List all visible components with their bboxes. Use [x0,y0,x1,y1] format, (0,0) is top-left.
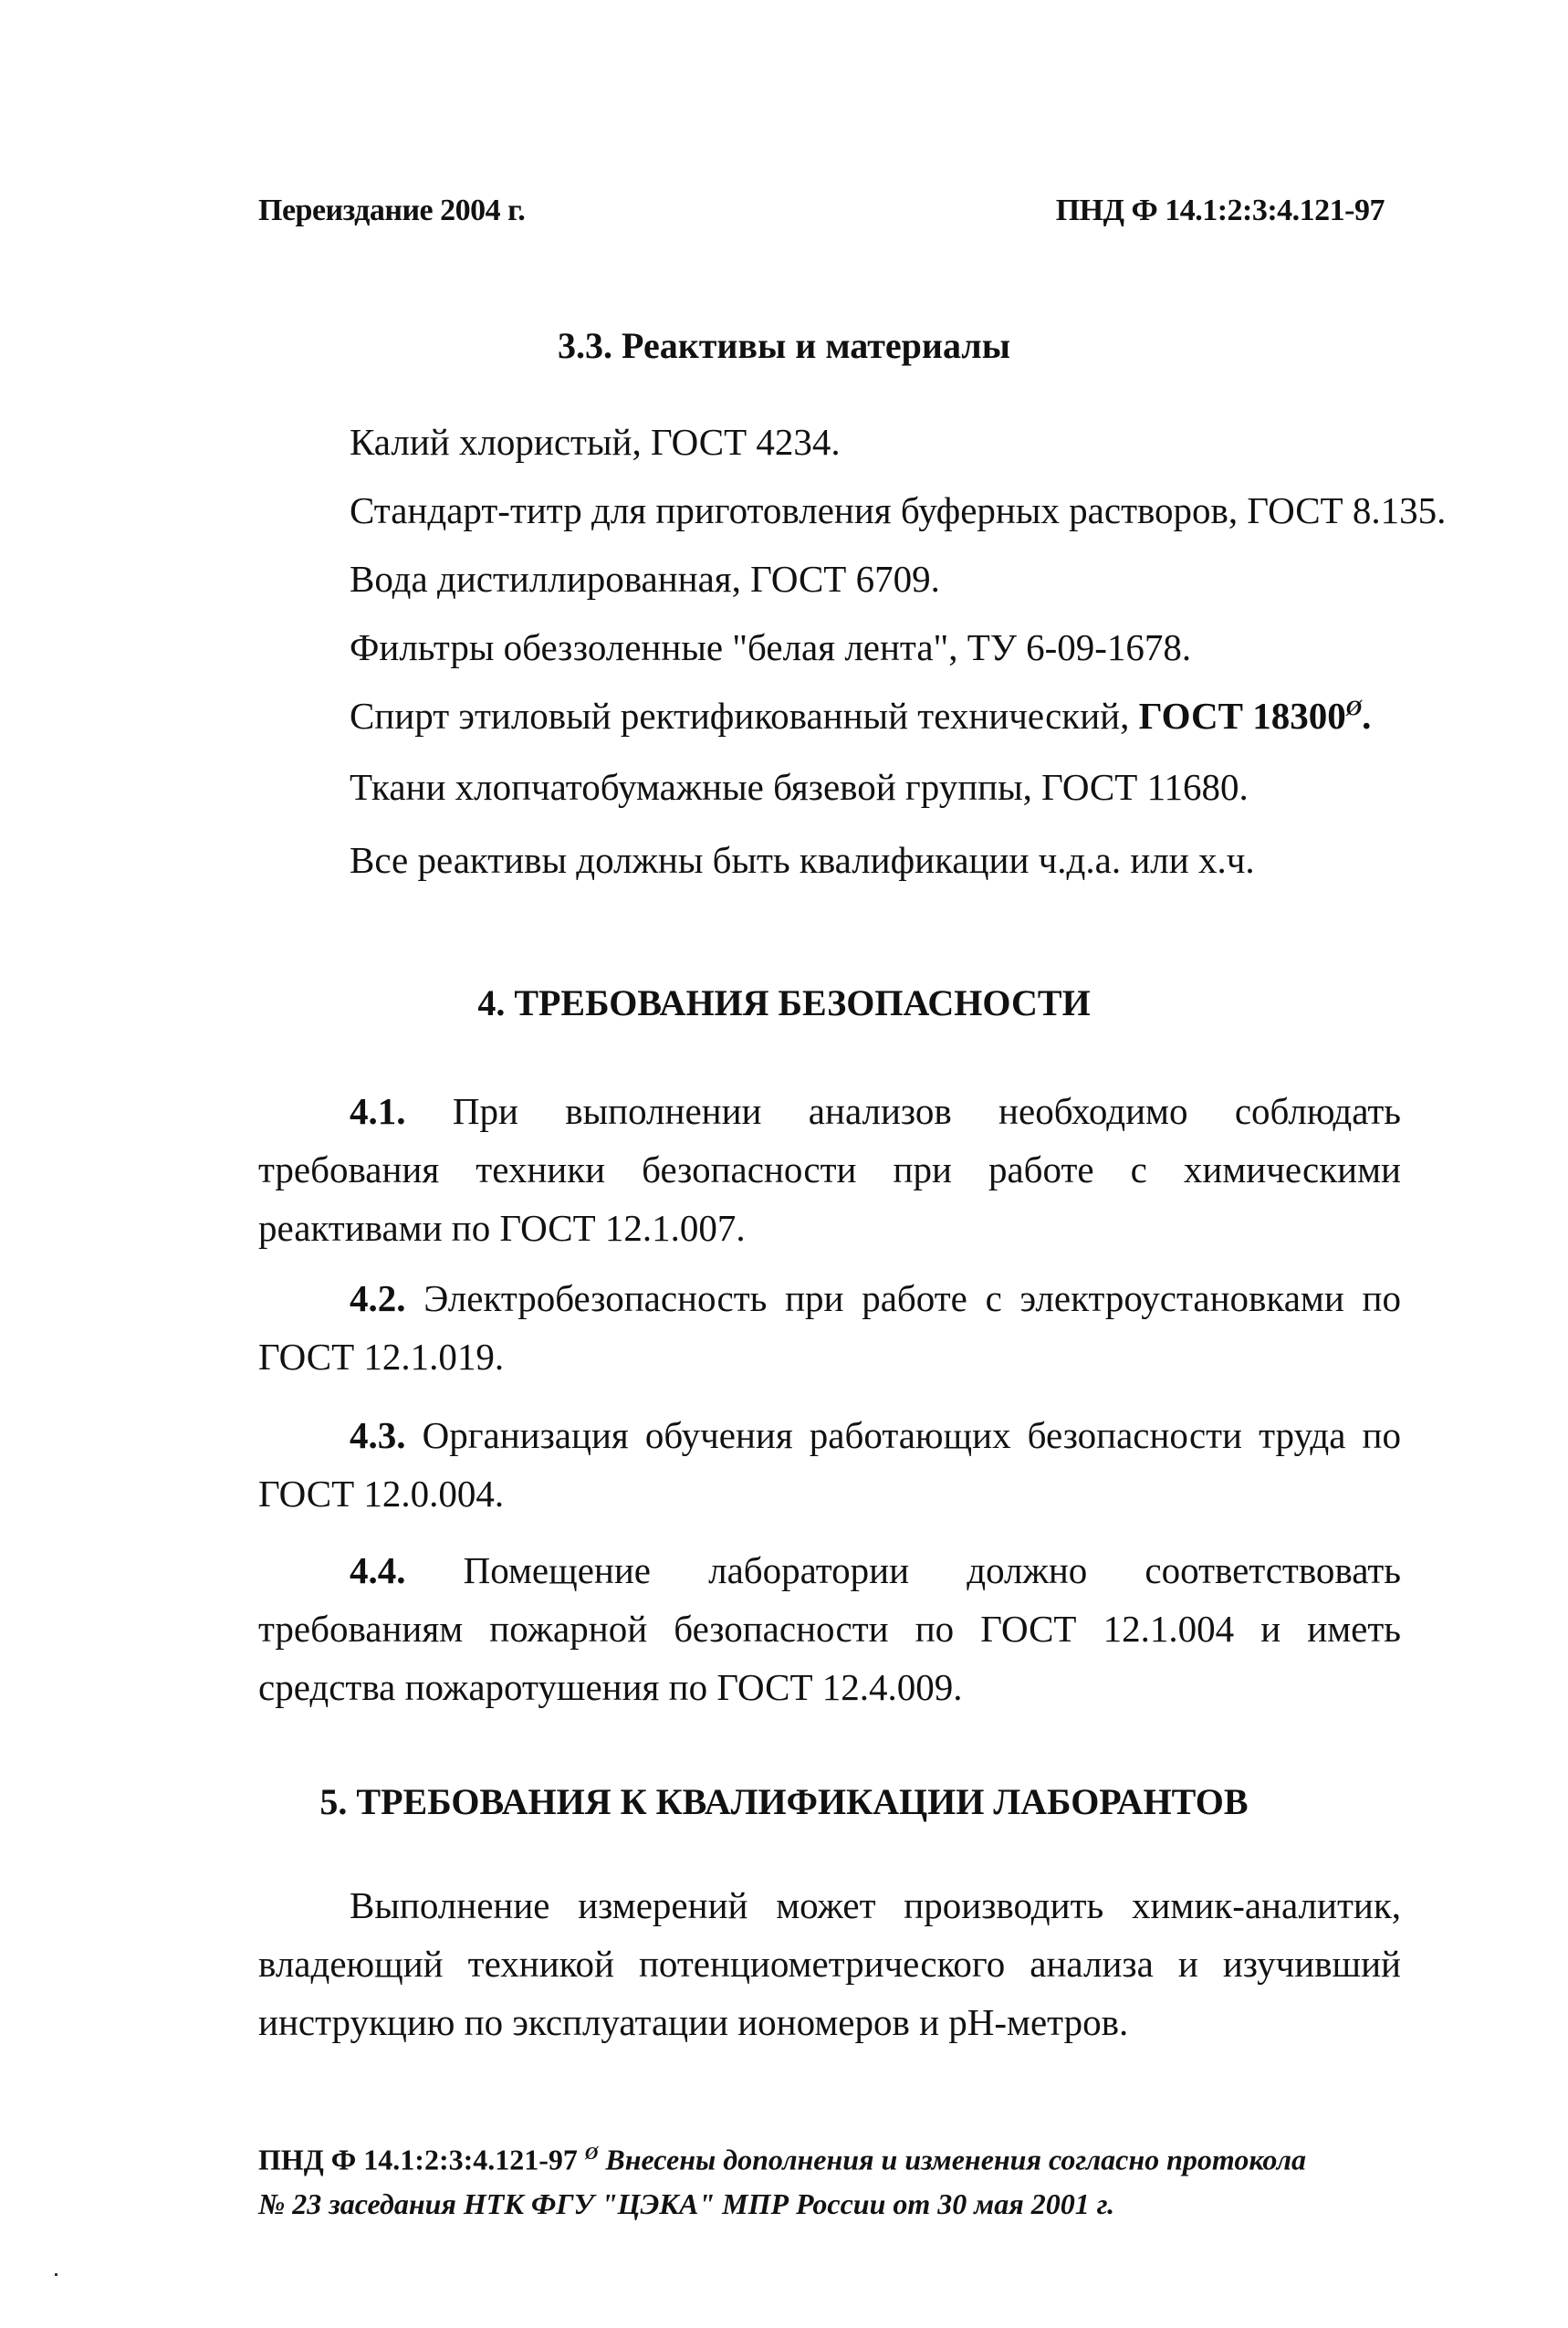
page-header [258,194,1385,228]
edition-label: Переиздание 2004 г. [258,194,526,227]
reagent-item: Калий хлористый, ГОСТ 4234. [350,421,841,463]
paragraph-4-1 [258,1082,1401,1257]
reagent-item-text: Спирт этиловый ректификованный технический, [350,695,1139,737]
section-4-title: 4. ТРЕБОВАНИЯ БЕЗОПАСНОСТИ [477,982,1091,1023]
footer-amendment-mark: Ø [584,2144,599,2164]
paragraph-number: 4.3. [350,1414,406,1456]
section-3-3-title: 3.3. Реактивы и материалы [558,325,1010,366]
section-5-title: 5. ТРЕБОВАНИЯ К КВАЛИФИКАЦИИ ЛАБОРАНТОВ [319,1781,1249,1822]
page-footer [258,2132,1408,2226]
document-code: ПНД Ф 14.1:2:3:4.121-97 [1055,194,1385,227]
paragraph-number: 4.1. [350,1090,406,1132]
footer-note-line2: № 23 заседания НТК ФГУ "ЦЭКА" МПР России от 30 мая 2001 г. [258,2186,1115,2220]
paragraph-4-4 [258,1541,1401,1716]
paragraph-4-2 [258,1269,1401,1386]
paragraph-text: Организация обучения работающих безопасности труда по ГОСТ 12.0.004. [258,1414,1401,1515]
paragraph-4-3 [258,1406,1401,1523]
reagent-end: . [1362,695,1372,737]
paragraph-text: Помещение лаборатории должно соответствовать требованиям пожарной безопасности по ГОСТ 12.1.004 и иметь средства пожаротушения по ГОСТ 12.4.009. [258,1549,1401,1708]
qualification-note: Все реактивы должны быть квалификации ч.д.а. или х.ч. [350,839,1255,881]
amendment-mark: Ø [1345,697,1363,721]
reagent-item: Вода дистиллированная, ГОСТ 6709. [350,558,940,600]
footer-note-line1: Внесены дополнения и изменения согласно протокола [605,2143,1307,2176]
footer-document-code: ПНД Ф 14.1:2:3:4.121-97 [258,2143,578,2176]
reagent-gost-bold: ГОСТ 18300 [1138,695,1346,737]
paragraph-text: Электробезопасность при работе с электроустановками по ГОСТ 12.1.019. [258,1277,1401,1378]
scan-speck [55,2273,57,2276]
reagent-item: Ткани хлопчатобумажные бязевой группы, ГОСТ 11680. [350,766,1249,808]
paragraph-5: Выполнение измерений может производить химик-аналитик, владеющий техникой потенциометрического анализа и изучивший инструкцию по эксплуатации иономеров и рН-метров. [258,1884,1401,2043]
reagent-item: Стандарт-титр для приготовления буферных растворов, ГОСТ 8.135. [350,489,1447,531]
reagent-item: Фильтры обеззоленные "белая лента", ТУ 6-09-1678. [350,626,1192,668]
reagent-item-ethanol [350,694,1371,738]
paragraph-text: При выполнении анализов необходимо соблюдать требования техники безопасности при работе с химическими реактивами по ГОСТ 12.1.007. [258,1090,1401,1249]
paragraph-number: 4.4. [350,1549,406,1591]
paragraph-number: 4.2. [350,1277,406,1319]
